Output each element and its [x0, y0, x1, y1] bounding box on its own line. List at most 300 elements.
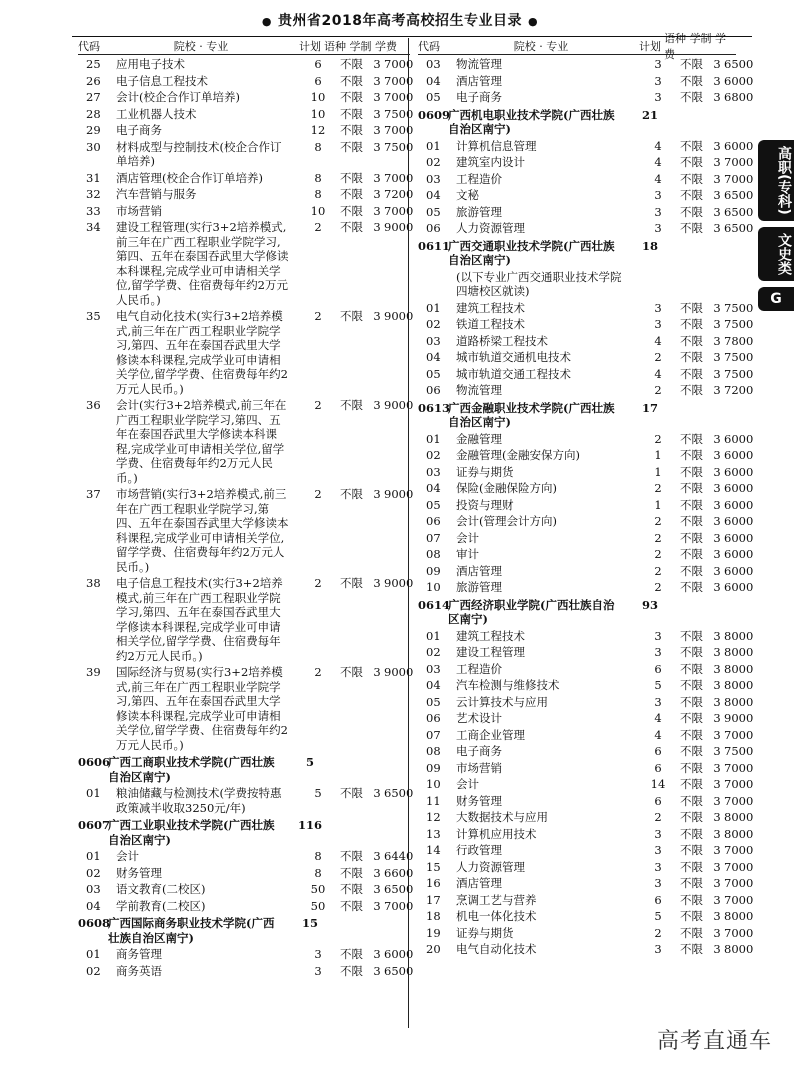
row-code: 30 — [86, 139, 101, 154]
row-language: 不限 — [680, 876, 703, 890]
major-name: 建筑工程技术 — [456, 628, 525, 643]
row-fee: 6500 — [724, 221, 754, 235]
row-code: 04 — [426, 678, 441, 692]
row-fee: 7000 — [724, 892, 754, 907]
row-language: 不限 — [680, 777, 703, 791]
row-plan: 2 — [314, 398, 322, 412]
major-name: 财务管理 — [456, 793, 502, 808]
major-name: 工商企业管理 — [456, 727, 525, 742]
school-code: 0613 — [418, 400, 451, 415]
row-language: 不限 — [680, 448, 703, 462]
row-fee: 6600 — [384, 865, 414, 880]
major-name: 文秘 — [456, 188, 479, 202]
row-years: 3 — [713, 497, 721, 512]
row-code: 26 — [86, 73, 101, 88]
table-row — [418, 744, 754, 759]
row-years: 3 — [713, 481, 721, 495]
row-language: 不限 — [680, 826, 703, 841]
header-misc: 语种 学制 学费 — [664, 32, 726, 61]
table-row — [78, 203, 414, 219]
major-name: 审计 — [456, 547, 479, 561]
major-name: 财务管理 — [116, 865, 162, 880]
row-language: 不限 — [680, 481, 703, 495]
major-name: 酒店管理 — [456, 73, 502, 88]
school-name: 广西工商职业技术学院(广西壮族自治区南宁) — [108, 755, 275, 784]
row-plan: 6 — [654, 744, 662, 758]
table-row — [78, 123, 414, 138]
major-name: 大数据技术与应用 — [456, 810, 548, 824]
row-fee: 6000 — [724, 497, 754, 512]
row-plan: 2 — [654, 383, 662, 397]
row-language: 不限 — [680, 859, 703, 874]
major-name: 会计 — [116, 849, 139, 863]
row-code: 29 — [86, 123, 101, 137]
school-plan: 18 — [641, 238, 658, 253]
major-name: 电子商务 — [456, 744, 502, 758]
table-row — [418, 188, 754, 203]
row-code: 01 — [86, 947, 101, 961]
row-code: 02 — [426, 155, 441, 169]
row-plan: 2 — [314, 665, 322, 679]
major-name: 酒店管理 — [456, 876, 502, 890]
row-code: 01 — [426, 628, 441, 643]
row-fee: 8000 — [724, 628, 754, 643]
major-name: 语文教育(二校区) — [116, 882, 206, 896]
row-code: 31 — [86, 170, 101, 185]
row-plan: 3 — [654, 188, 662, 202]
table-row — [418, 760, 754, 776]
row-language: 不限 — [340, 665, 363, 679]
row-language: 不限 — [680, 793, 703, 808]
row-plan: 2 — [654, 350, 662, 364]
major-name: 铁道工程技术 — [456, 317, 525, 331]
row-code: 19 — [426, 925, 441, 940]
row-fee: 8000 — [724, 678, 754, 692]
row-years: 3 — [713, 204, 721, 219]
row-years: 3 — [713, 73, 721, 88]
header-code: 代码 — [78, 40, 100, 53]
row-code: 07 — [426, 727, 441, 742]
row-language: 不限 — [680, 530, 703, 545]
row-code: 02 — [426, 448, 441, 462]
row-language: 不限 — [340, 849, 363, 863]
row-code: 17 — [426, 892, 441, 907]
row-language: 不限 — [680, 366, 703, 381]
row-fee: 6000 — [724, 448, 754, 462]
row-code: 32 — [86, 187, 101, 201]
row-code: 04 — [86, 898, 101, 913]
row-code: 28 — [86, 106, 101, 121]
table-row — [418, 155, 754, 170]
row-plan: 4 — [654, 155, 662, 169]
row-code: 37 — [86, 487, 101, 501]
row-language: 不限 — [340, 187, 363, 201]
major-name: 电气自动化技术 — [456, 942, 537, 956]
row-code: 04 — [426, 350, 441, 364]
major-name: 工程造价 — [456, 661, 502, 676]
row-years: 3 — [373, 947, 381, 961]
row-fee: 6500 — [384, 882, 414, 896]
row-code: 01 — [86, 849, 101, 863]
major-name: 酒店管理 — [456, 563, 502, 578]
row-code: 02 — [426, 317, 441, 331]
row-code: 01 — [426, 431, 441, 446]
row-code: 36 — [86, 398, 101, 412]
table-row — [418, 57, 754, 72]
major-name: 市场营销 — [456, 760, 502, 775]
row-language: 不限 — [680, 57, 703, 71]
table-row — [418, 481, 754, 496]
row-fee: 7000 — [384, 170, 414, 185]
row-fee: 7500 — [384, 139, 414, 154]
row-language: 不限 — [680, 678, 703, 692]
row-years: 3 — [373, 882, 381, 896]
school-row — [418, 598, 736, 627]
row-language: 不限 — [680, 138, 703, 153]
row-years: 3 — [713, 547, 721, 561]
major-name: 人力资源管理 — [456, 221, 525, 235]
row-plan: 2 — [314, 220, 322, 234]
row-code: 35 — [86, 309, 101, 323]
school-row — [78, 755, 410, 784]
major-name: 酒店管理(校企合作订单培养) — [116, 170, 263, 185]
table-row — [418, 793, 754, 809]
row-plan: 5 — [314, 786, 322, 800]
row-fee: 7500 — [384, 106, 414, 121]
tab-letter-g: G — [758, 287, 794, 311]
major-name: 机电一体化技术 — [456, 909, 537, 923]
major-name: 云计算技术与应用 — [456, 694, 548, 709]
row-plan: 10 — [310, 90, 326, 104]
row-fee: 7000 — [724, 760, 754, 775]
left-column — [78, 38, 414, 980]
row-code: 03 — [426, 464, 441, 479]
table-row — [78, 398, 414, 485]
school-code: 0608 — [78, 916, 111, 930]
row-plan: 4 — [654, 727, 662, 742]
school-code: 0614 — [418, 597, 451, 612]
row-fee: 6800 — [724, 90, 754, 104]
major-name: 粮油储藏与检测技术(学费按特惠政策减半收取3250元/年) — [116, 786, 282, 815]
row-language: 不限 — [680, 90, 703, 104]
table-row — [418, 628, 754, 644]
major-name: 汽车营销与服务 — [116, 187, 197, 201]
row-language: 不限 — [680, 661, 703, 676]
school-row — [418, 401, 736, 430]
row-fee: 6000 — [724, 547, 754, 561]
row-years: 3 — [713, 333, 721, 348]
row-code: 03 — [426, 171, 441, 186]
row-plan: 4 — [654, 366, 662, 381]
major-name: 建设工程管理(实行3+2培养模式,前三年在广西工程职业学院学习,第四、五年在泰国吞武里大学修读本科课程,完成学业可申请相关学位,留学学费、住宿费每年约2万元人民币。) — [116, 220, 289, 307]
row-fee: 6500 — [384, 786, 414, 800]
row-years: 3 — [713, 431, 721, 446]
row-years: 3 — [373, 106, 381, 121]
row-language: 不限 — [340, 898, 363, 913]
row-plan: 8 — [314, 170, 322, 185]
row-language: 不限 — [680, 563, 703, 578]
row-plan: 3 — [654, 73, 662, 88]
school-code: 0606 — [78, 755, 111, 769]
major-name: 道路桥梁工程技术 — [456, 333, 548, 348]
table-row — [78, 57, 414, 72]
row-fee: 6500 — [724, 204, 754, 219]
row-code: 34 — [86, 220, 101, 234]
row-plan: 3 — [654, 221, 662, 235]
row-years: 3 — [713, 155, 721, 169]
table-row — [418, 810, 754, 825]
table-row — [78, 187, 414, 202]
row-language: 不限 — [680, 694, 703, 709]
row-language: 不限 — [680, 760, 703, 775]
table-row — [78, 90, 414, 105]
row-language: 不限 — [680, 547, 703, 561]
row-fee: 9000 — [384, 487, 414, 501]
school-code: 0607 — [78, 818, 111, 832]
row-code: 04 — [426, 188, 441, 202]
row-fee: 7800 — [724, 333, 754, 348]
row-fee: 7000 — [384, 73, 414, 88]
row-code: 16 — [426, 876, 441, 890]
row-language: 不限 — [680, 155, 703, 169]
table-row — [78, 665, 414, 752]
major-name: 汽车检测与维修技术 — [456, 678, 560, 692]
row-years: 3 — [713, 563, 721, 578]
table-row — [418, 514, 754, 529]
table-row — [418, 204, 754, 220]
right-table-body — [418, 57, 754, 957]
row-fee: 7000 — [384, 90, 414, 104]
row-years: 3 — [713, 859, 721, 874]
bullet-icon: ● — [261, 15, 273, 28]
row-plan: 14 — [650, 777, 666, 791]
table-row — [418, 843, 754, 858]
major-name: 旅游管理 — [456, 204, 502, 219]
row-fee: 6000 — [724, 530, 754, 545]
row-fee: 7200 — [724, 383, 754, 397]
row-language: 不限 — [340, 576, 363, 590]
row-language: 不限 — [680, 580, 703, 594]
table-row — [418, 925, 754, 941]
table-row — [418, 547, 754, 562]
row-fee: 9000 — [384, 398, 414, 412]
header-name: 院校 · 专业 — [173, 40, 229, 53]
row-plan: 3 — [654, 645, 662, 659]
row-plan: 2 — [314, 487, 322, 501]
row-plan: 6 — [654, 892, 662, 907]
row-fee: 7000 — [384, 203, 414, 218]
row-code: 33 — [86, 203, 101, 218]
row-code: 14 — [426, 843, 441, 857]
row-code: 06 — [426, 711, 441, 725]
school-plan: 5 — [305, 755, 314, 769]
row-plan: 3 — [654, 90, 662, 104]
major-name: 金融管理 — [456, 431, 502, 446]
major-name: 应用电子技术 — [116, 57, 185, 71]
major-name: 商务英语 — [116, 963, 162, 978]
row-plan: 8 — [314, 139, 322, 154]
row-language: 不限 — [340, 309, 363, 323]
school-name: 广西工业职业技术学院(广西壮族自治区南宁) — [108, 818, 275, 847]
row-fee: 7000 — [384, 898, 414, 913]
row-code: 10 — [426, 580, 441, 594]
row-years: 3 — [713, 892, 721, 907]
row-code: 03 — [426, 57, 441, 71]
row-years: 3 — [373, 139, 381, 154]
row-plan: 12 — [310, 123, 326, 137]
row-code: 20 — [426, 942, 441, 956]
row-code: 05 — [426, 204, 441, 219]
major-name: 投资与理财 — [456, 497, 514, 512]
row-years: 3 — [713, 221, 721, 235]
major-name: 物流管理 — [456, 57, 502, 71]
row-fee: 6000 — [724, 464, 754, 479]
major-name: 证券与期货 — [456, 925, 514, 940]
row-code: 08 — [426, 744, 441, 758]
row-language: 不限 — [340, 947, 363, 961]
row-years: 3 — [713, 188, 721, 202]
row-code: 27 — [86, 90, 101, 104]
row-years: 3 — [373, 170, 381, 185]
row-fee: 7000 — [384, 57, 414, 71]
row-code: 05 — [426, 694, 441, 709]
major-name: 会计 — [456, 530, 479, 545]
row-fee: 7500 — [724, 300, 754, 315]
row-years: 3 — [713, 843, 721, 857]
major-name: 证券与期货 — [456, 464, 514, 479]
major-name: 国际经济与贸易(实行3+2培养模式,前三年在广西工程职业学院学习,第四、五年在泰国吞武里大学修读本科课程,完成学业可申请相关学位,留学学费、住宿费每年约2万元人民币。) — [116, 665, 288, 752]
row-plan: 3 — [654, 204, 662, 219]
row-code: 03 — [426, 661, 441, 676]
row-plan: 2 — [654, 481, 662, 495]
row-language: 不限 — [680, 645, 703, 659]
major-name: 旅游管理 — [456, 580, 502, 594]
row-fee: 7500 — [724, 366, 754, 381]
row-language: 不限 — [680, 909, 703, 923]
major-name: 工程造价 — [456, 171, 502, 186]
row-language: 不限 — [340, 203, 363, 218]
major-name: 物流管理 — [456, 383, 502, 397]
row-language: 不限 — [680, 628, 703, 643]
row-fee: 7000 — [724, 925, 754, 940]
table-row — [418, 859, 754, 875]
row-years: 3 — [713, 942, 721, 956]
table-row — [418, 530, 754, 546]
table-row — [418, 645, 754, 660]
row-years: 3 — [713, 580, 721, 594]
row-plan: 1 — [654, 497, 662, 512]
row-fee: 8000 — [724, 645, 754, 659]
table-row — [78, 170, 414, 186]
table-row — [418, 942, 754, 957]
row-language: 不限 — [680, 300, 703, 315]
table-header — [78, 38, 410, 55]
table-row — [418, 563, 754, 579]
row-plan: 5 — [654, 678, 662, 692]
row-fee: 6500 — [384, 963, 414, 978]
row-years: 3 — [713, 925, 721, 940]
major-name: 工业机器人技术 — [116, 106, 197, 121]
school-row — [418, 108, 736, 137]
row-plan: 3 — [314, 963, 322, 978]
row-plan: 4 — [654, 333, 662, 348]
right-column — [418, 32, 754, 958]
row-years: 3 — [713, 678, 721, 692]
row-fee: 7500 — [724, 744, 754, 758]
row-years: 3 — [713, 57, 721, 71]
row-code: 12 — [426, 810, 441, 824]
table-row — [78, 106, 414, 122]
row-language: 不限 — [680, 73, 703, 88]
table-row — [78, 139, 414, 169]
row-fee: 8000 — [724, 694, 754, 709]
school-plan: 93 — [641, 597, 658, 612]
bullet-icon: ● — [527, 15, 539, 28]
header-plan: 计划 — [639, 40, 661, 53]
row-code: 39 — [86, 665, 101, 679]
table-row — [418, 350, 754, 365]
row-code — [418, 270, 456, 299]
row-language: 不限 — [340, 139, 363, 154]
row-language: 不限 — [680, 497, 703, 512]
row-years: 3 — [373, 898, 381, 913]
row-fee: 8000 — [724, 942, 754, 956]
major-name: 建设工程管理 — [456, 645, 525, 659]
row-language: 不限 — [680, 221, 703, 235]
major-name: 商务管理 — [116, 947, 162, 961]
table-row — [418, 431, 754, 447]
school-name: 广西国际商务职业技术学院(广西壮族自治区南宁) — [108, 916, 275, 945]
row-years: 3 — [713, 90, 721, 104]
table-row — [418, 777, 754, 792]
row-language: 不限 — [680, 514, 703, 528]
row-fee: 6440 — [384, 849, 414, 863]
row-language: 不限 — [680, 925, 703, 940]
row-code: 06 — [426, 383, 441, 397]
row-language: 不限 — [340, 220, 363, 234]
row-years: 3 — [713, 530, 721, 545]
row-fee: 7500 — [724, 317, 754, 331]
row-plan: 50 — [310, 898, 326, 913]
row-plan: 2 — [654, 431, 662, 446]
table-row — [418, 221, 754, 236]
row-language: 不限 — [340, 487, 363, 501]
row-fee: 9000 — [384, 665, 414, 679]
header-plan: 计划 — [299, 40, 321, 53]
table-row — [418, 90, 754, 105]
row-code: 01 — [86, 786, 101, 800]
row-years: 3 — [373, 576, 381, 590]
major-name: 城市轨道交通机电技术 — [456, 350, 571, 364]
row-fee: 8000 — [724, 909, 754, 923]
table-row — [78, 865, 414, 881]
row-language: 不限 — [680, 317, 703, 331]
table-row — [418, 826, 754, 842]
row-fee: 9000 — [724, 711, 754, 725]
row-years: 3 — [713, 645, 721, 659]
row-fee: 6500 — [724, 188, 754, 202]
row-language: 不限 — [340, 865, 363, 880]
school-row — [78, 916, 410, 945]
header-rule — [72, 36, 752, 37]
tab-vocational: 高职(专科) — [758, 140, 794, 221]
table-row — [78, 963, 414, 979]
major-name: 人力资源管理 — [456, 859, 525, 874]
row-fee: 8000 — [724, 661, 754, 676]
page-title: 贵州省2018年高考高校招生专业目录 — [278, 13, 522, 29]
row-fee: 7000 — [724, 171, 754, 186]
row-years: 3 — [713, 909, 721, 923]
